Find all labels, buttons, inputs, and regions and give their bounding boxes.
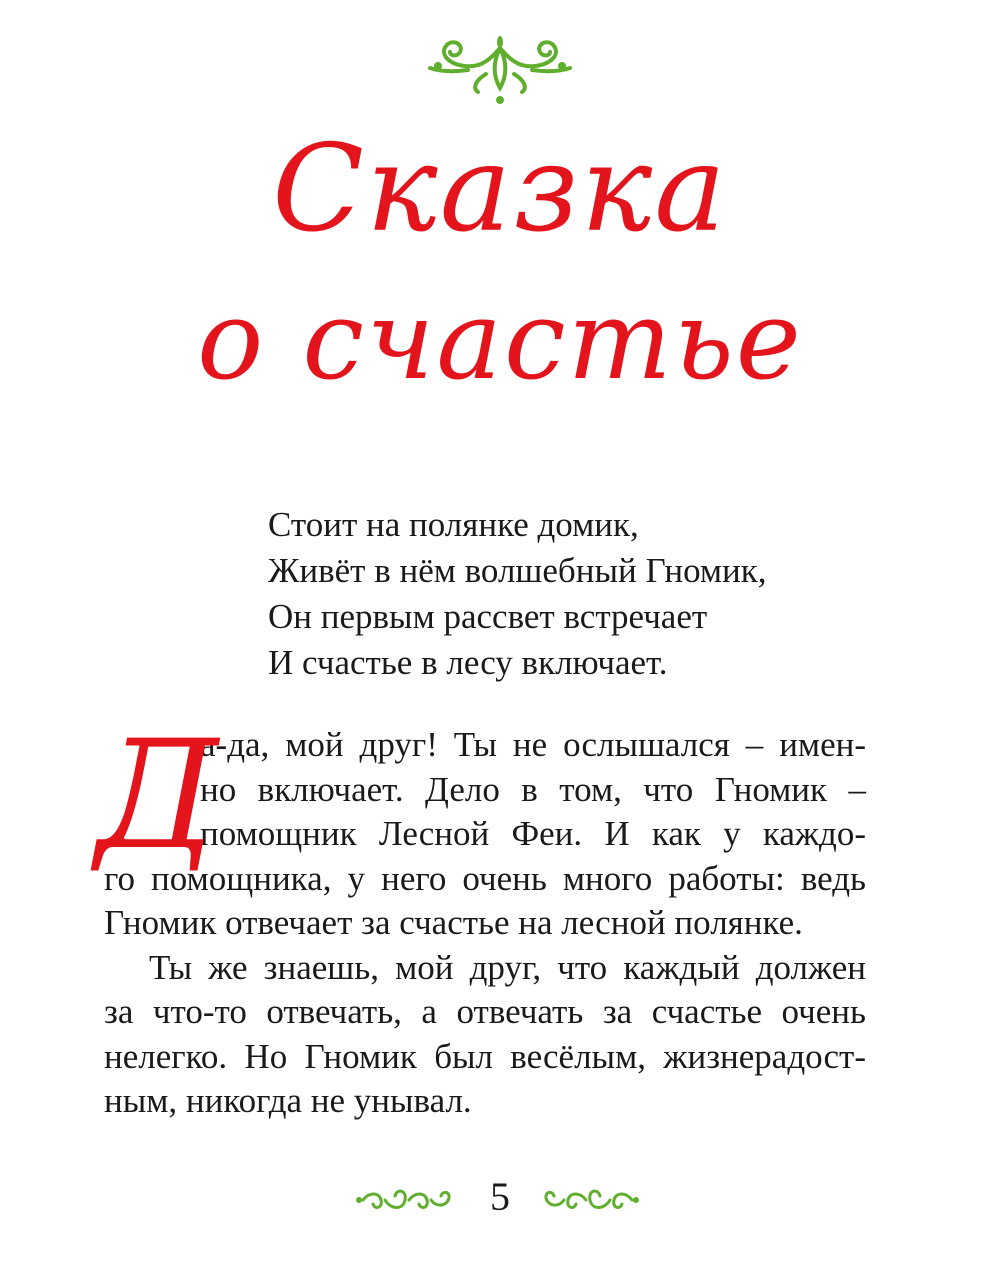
poem (268, 502, 828, 686)
prose-line: но включает. Дело в том, что Гномик – (200, 769, 866, 809)
page-title-line-1: Сказка (272, 120, 728, 259)
page-title-line-2: о счастье (197, 276, 803, 404)
prose-line: го помощника, у него очень много работы: ведь (104, 858, 866, 898)
page-number: 5 (490, 1174, 510, 1219)
prose-line: Ты же знаешь, мой друг, что каждый должен (149, 947, 866, 987)
page-footer (340, 1170, 660, 1230)
swirl-ornament-icon (540, 1180, 640, 1216)
prose-line: а-да, мой друг! Ты не ослышался – имен- (200, 725, 866, 764)
story-text (96, 709, 866, 1124)
prose-line: за что-то отвечать, а отвечать за счастье очень (104, 992, 866, 1031)
swirl-ornament-icon (355, 1180, 455, 1216)
prose-line: нелегко. Но Гномик был весёлым, жизнерадост- (104, 1036, 866, 1076)
prose-line: Гномик отвечает за счастье на лесной полянке. (104, 903, 803, 942)
flourish-ornament-icon (420, 30, 580, 110)
drop-cap: Д (96, 709, 218, 883)
prose-line: ным, никогда не унывал. (104, 1081, 472, 1120)
poem-line: Он первым рассвет встречает (268, 597, 708, 636)
poem-line: Стоит на полянке домик, (268, 505, 639, 544)
poem-line: Живёт в нём волшебный Гномик, (268, 551, 767, 590)
prose-line: помощник Лесной Феи. И как у каждо- (200, 814, 866, 853)
poem-line: И счастье в лесу включает. (268, 643, 668, 682)
